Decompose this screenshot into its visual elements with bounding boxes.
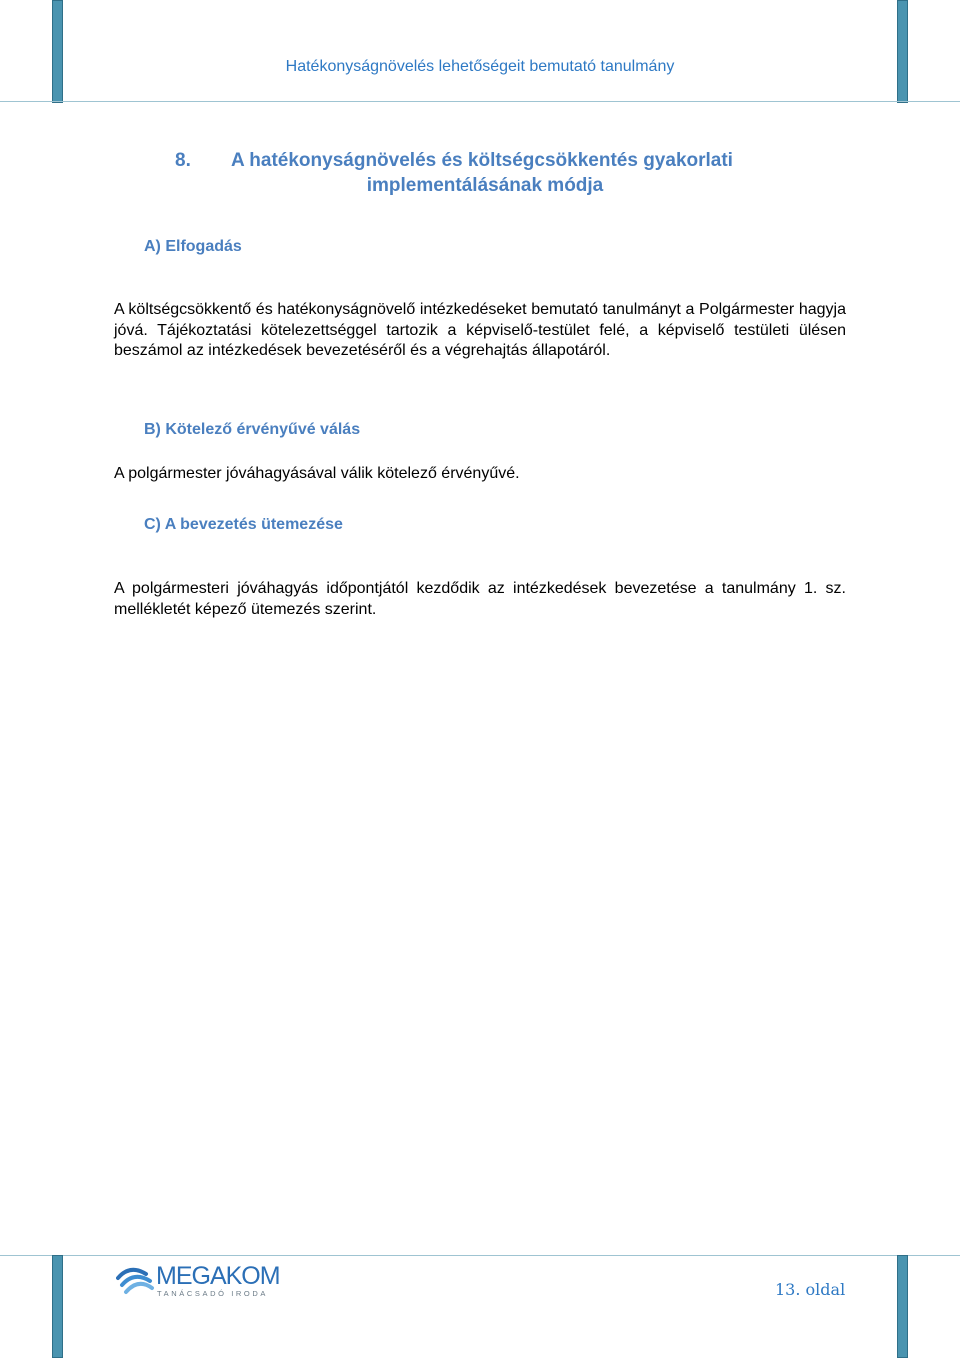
running-header-title: Hatékonyságnövelés lehetőségeit bemutató tanulmány xyxy=(285,58,675,75)
megakom-logo xyxy=(116,1260,286,1300)
header-left-bar xyxy=(52,0,63,103)
chapter-number: 8. xyxy=(175,150,191,171)
section-c-heading: C) A bevezetés ütemezése xyxy=(144,516,343,533)
logo-wordmark: MEGAKOM xyxy=(156,1262,280,1290)
megakom-logo-mark-icon xyxy=(118,1270,152,1292)
section-b-heading: B) Kötelező érvényűvé válás xyxy=(144,421,361,438)
section-a-heading: A) Elfogadás xyxy=(144,238,242,255)
footer-rule xyxy=(0,1255,960,1256)
footer-right-bar xyxy=(897,1255,908,1358)
chapter-title xyxy=(175,148,795,198)
chapter-title-line1: A hatékonyságnövelés és költségcsökkentés gyakorlati xyxy=(231,150,733,171)
page-number: 13. oldal xyxy=(775,1280,846,1299)
section-b-body: A polgármester jóváhagyásával válik kötelező érvényűvé. xyxy=(114,465,520,482)
section-c-body: A polgármesteri jóváhagyás időpontjától kezdődik az intézkedések bevezetése a tanulmány 1. sz. mellékletét képező ütemezés szerint. xyxy=(114,580,846,618)
header-right-bar xyxy=(897,0,908,103)
logo-subtext: TANÁCSADÓ IRODA xyxy=(157,1289,268,1298)
chapter-title-line2: implementálásának módja xyxy=(366,175,604,196)
header-rule xyxy=(0,101,960,102)
section-a-body: A költségcsökkentő és hatékonyságnövelő intézkedéseket bemutató tanulmányt a Polgármester hagyja jóvá. Tájékoztatási kötelezettséggel tartozik a képviselő-testület felé, a képviselő testületi ülésen beszámol az intézkedések bevezetéséről és a végrehajtás állapotáról. xyxy=(114,301,846,359)
footer-left-bar xyxy=(52,1255,63,1358)
